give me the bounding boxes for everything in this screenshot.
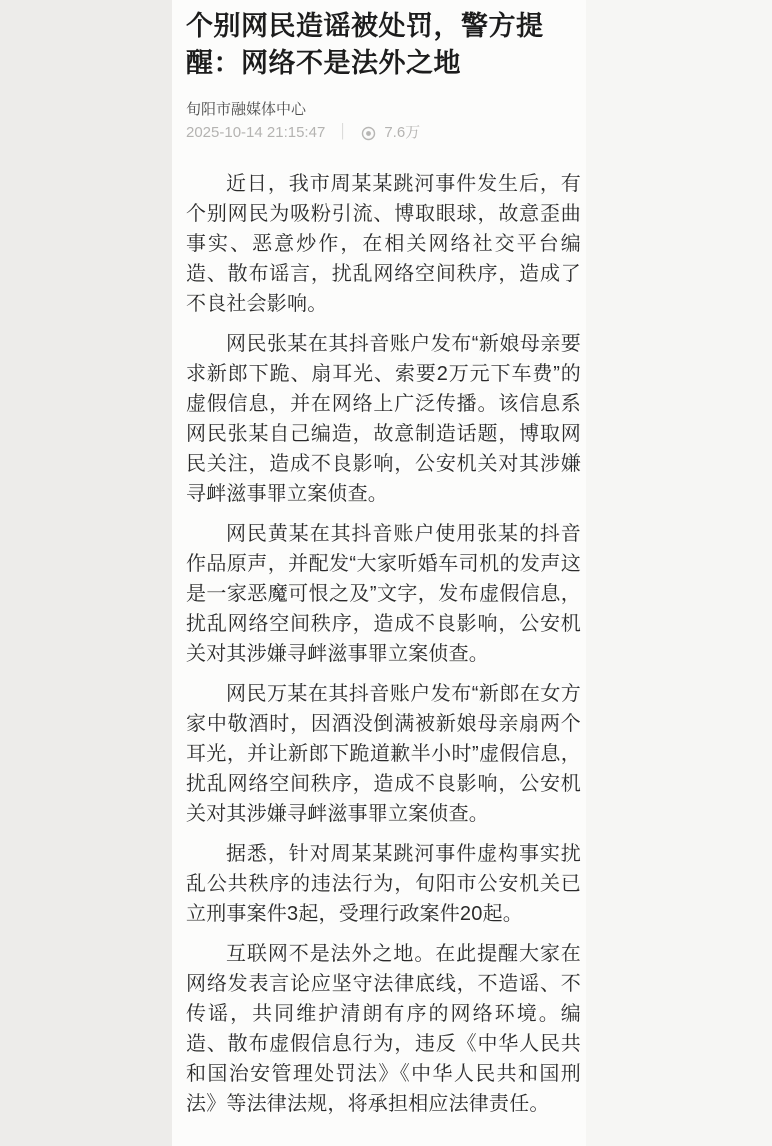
view-count: 7.6万 — [384, 124, 421, 141]
article-paragraph: 网民黄某在其抖音账户使用张某的抖音作品原声，并配发“大家听婚车司机的发声这是一家恶魔可恨之及”文字，发布虚假信息，扰乱网络空间秩序，造成不良影响，公安机关对其涉嫌寻衅滋事罪立案侦查。 — [186, 523, 581, 665]
page-gutter-left — [0, 0, 172, 1146]
page-gutter-right — [586, 0, 772, 1146]
article-source: 旬阳市融媒体中心 — [186, 101, 307, 118]
article-meta-row — [186, 123, 581, 143]
article-paragraph: 据悉，针对周某某跳河事件虚构事实扰乱公共秩序的违法行为，旬阳市公安机关已立刑事案件3起，受理行政案件20起。 — [186, 843, 581, 925]
article-paragraph: 互联网不是法外之地。在此提醒大家在网络发表言论应坚守法律底线，不造谣、不传谣，共同维护清朗有序的网络环境。编造、散布虚假信息行为，违反《中华人民共和国治安管理处罚法》《中华人民共和国刑法》等法律法规，将承担相应法律责任。 — [186, 943, 581, 1115]
article-paragraph: 网民万某在其抖音账户发布“新郎在女方家中敬酒时，因酒没倒满被新娘母亲扇两个耳光，并让新郎下跪道歉半小时”虚假信息，扰乱网络空间秩序，造成不良影响，公安机关对其涉嫌寻衅滋事罪立案侦查。 — [186, 683, 581, 825]
article-paragraph: 近日，我市周某某跳河事件发生后，有个别网民为吸粉引流、博取眼球，故意歪曲事实、恶意炒作，在相关网络社交平台编造、散布谣言，扰乱网络空间秩序，造成了不良社会影响。 — [186, 173, 581, 315]
article-paragraph: 网民张某在其抖音账户发布“新娘母亲要求新郎下跪、扇耳光、索要2万元下车费”的虚假信息，并在网络上广泛传播。该信息系网民张某自己编造，故意制造话题，博取网民关注，造成不良影响，公安机关对其涉嫌寻衅滋事罪立案侦查。 — [186, 333, 581, 505]
meta-separator: ｜ — [335, 123, 351, 142]
article-title: 个别网民造谣被处罚，警方提醒：网络不是法外之地 — [186, 11, 544, 78]
article-container — [172, 0, 586, 1146]
eye-icon — [360, 125, 377, 142]
publish-time: 2025-10-14 21:15:47 — [186, 124, 326, 141]
article-body — [186, 169, 581, 1119]
